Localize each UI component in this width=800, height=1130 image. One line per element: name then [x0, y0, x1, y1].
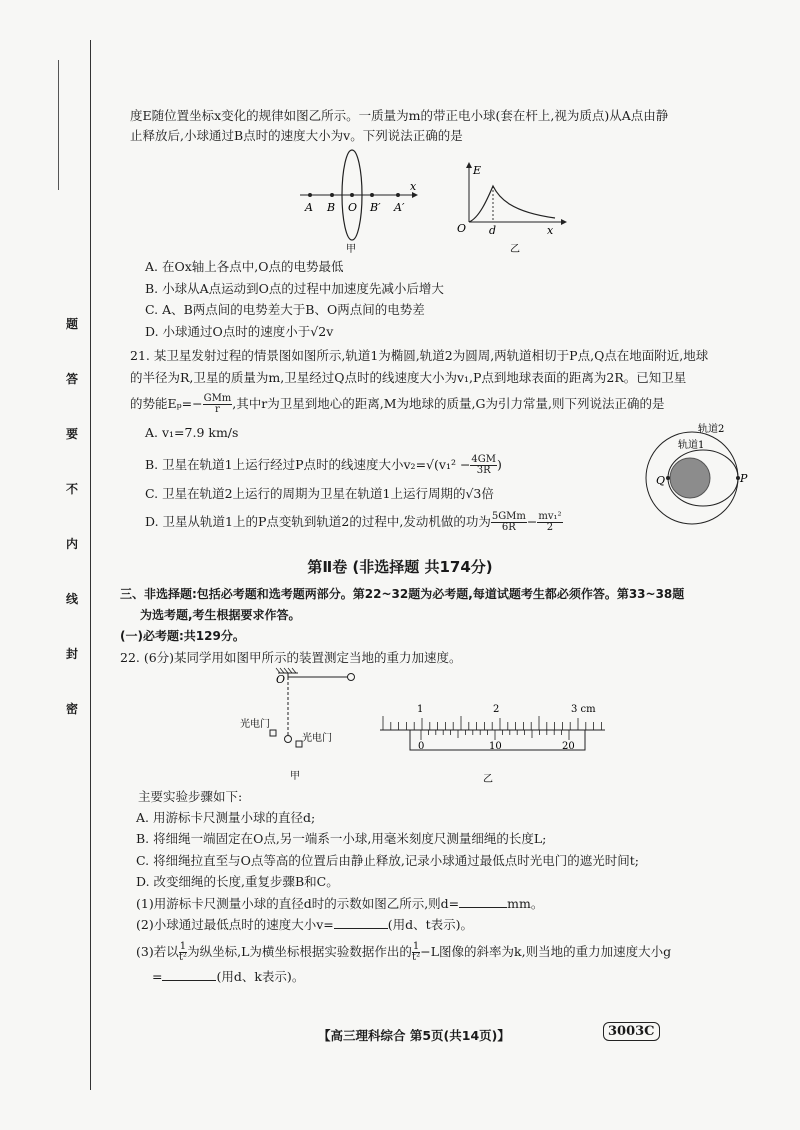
vernier-label-0: 0	[418, 741, 425, 752]
q22-sub2	[136, 916, 473, 934]
q22-step-b: B. 将细绳一端固定在O点,另一端系一小球,用毫米刻度尺测量细绳的长度L;	[136, 831, 547, 846]
label-e: E	[473, 164, 482, 177]
point-q-dot	[666, 476, 670, 480]
q22-pendulum-figure	[238, 665, 378, 783]
q20-option-d: D. 小球通过O点时的速度小于√2v	[145, 324, 334, 339]
work-fraction-1	[491, 512, 527, 533]
q20-line2: 止释放后,小球通过B点时的速度大小为v。下列说法正确的是	[130, 128, 463, 143]
q21-orbit-figure	[640, 420, 748, 530]
label-o: O	[457, 222, 467, 235]
gate-label-left: 光电门	[240, 719, 270, 730]
q21-line3	[130, 394, 664, 415]
label-o: O	[348, 201, 358, 214]
seal-line-inner	[58, 60, 59, 190]
q21-line3-end: ,其中r为卫星到地心的距离,M为地球的质量,G为引力常量,则下列说法正确的是	[232, 396, 665, 411]
required-section-title: (一)必考题:共129分。	[120, 629, 245, 643]
hatch-mark	[292, 668, 296, 673]
orbit-2-label: 轨道2	[698, 424, 725, 435]
inverse-t-squared-fraction	[412, 942, 420, 963]
seal-char: 题	[65, 317, 78, 331]
q21-option-b-start: B. 卫星在轨道1上运行经过P点时的线速度大小v₂=√(v₁² −	[145, 457, 471, 472]
caption-yi: 乙	[483, 774, 493, 785]
caption-jia: 甲	[290, 771, 300, 782]
q22-sub3-text: (3)若以	[136, 944, 179, 959]
q22-step-a: A. 用游标卡尺测量小球的直径d;	[136, 810, 316, 825]
fraction-numerator: mv₁²	[538, 511, 562, 522]
gate-label-right: 光电门	[302, 733, 332, 744]
vernier-label-20: 20	[562, 741, 575, 752]
answer-blank-v[interactable]	[334, 916, 388, 929]
e-axis-arrow-icon	[466, 162, 472, 168]
label-p: P	[740, 472, 748, 485]
q22-sub3-line2-end: (用d、k表示)。	[216, 969, 305, 984]
q22-sub3-end: −L图像的斜率为k,则当地的重力加速度大小g	[420, 944, 672, 959]
q20-option-c: C. A、B两点间的电势差大于B、O两点间的电势差	[145, 302, 425, 317]
fraction-denominator: t²	[178, 952, 187, 963]
q22-sub1-text: (1)用游标卡尺测量小球的直径d时的示数如图乙所示,则d=	[136, 896, 460, 911]
photogate-left	[270, 730, 276, 736]
fraction-denominator: r	[215, 404, 220, 415]
label-b: B	[327, 201, 336, 214]
main-label-1: 1	[417, 704, 424, 715]
point-b-dot	[330, 193, 334, 197]
fraction-denominator: 6R	[501, 522, 516, 533]
page-footer: 【高三理科综合 第5页(共14页)】	[318, 1028, 510, 1043]
point-o-dot	[350, 193, 354, 197]
caption-jia: 甲	[346, 244, 356, 255]
point-b-prime-dot	[370, 193, 374, 197]
seal-char: 内	[65, 537, 78, 551]
fraction-denominator: 3R	[476, 465, 491, 476]
fraction-numerator: 1	[412, 941, 420, 952]
q20-option-b: B. 小球从A点运动到O点的过程中加速度先减小后增大	[145, 281, 444, 296]
q21-option-d	[145, 512, 563, 533]
main-label-3cm: 3 cm	[571, 704, 596, 715]
q22-sub2-end: (用d、t表示)。	[387, 917, 474, 932]
x-axis-arrow-icon	[561, 219, 567, 225]
q22-sub3-middle: 为纵坐标,L为横坐标根据实验数据作出的	[187, 944, 412, 959]
q21-line3-start: 的势能Eₚ=−	[130, 396, 203, 411]
q21-option-b	[145, 455, 502, 476]
q20-figure-jia	[290, 145, 430, 255]
q22-step-c: C. 将细绳拉直至与O点等高的位置后由静止释放,记录小球通过最低点时光电门的遮光时间t;	[136, 853, 640, 868]
q21-option-d-start: D. 卫星从轨道1上的P点变轨到轨道2的过程中,发动机做的功为	[145, 514, 491, 529]
fraction-denominator: t²	[412, 952, 421, 963]
inverse-t-squared-fraction	[179, 942, 187, 963]
label-q: Q	[656, 474, 666, 487]
label-a: A	[305, 201, 313, 214]
seal-char: 不	[65, 482, 78, 496]
main-label-2: 2	[493, 704, 500, 715]
caption-yi: 乙	[510, 244, 520, 255]
ball-lowest	[285, 736, 292, 743]
seal-char: 线	[65, 592, 78, 606]
label-d: d	[489, 224, 497, 237]
label-a-prime: A′	[394, 201, 405, 214]
fraction-numerator: 5GMm	[491, 511, 526, 522]
fraction-numerator: 1	[179, 941, 187, 952]
q22-sub2-text: (2)小球通过最低点时的速度大小v=	[136, 917, 334, 932]
answer-blank-d[interactable]	[459, 895, 507, 908]
seal-char: 密	[65, 702, 78, 716]
seal-char: 封	[65, 647, 78, 661]
q22-vernier-figure	[375, 700, 615, 790]
label-o: O	[276, 673, 286, 686]
label-x: x	[547, 224, 554, 237]
minus-sign: −	[526, 514, 538, 529]
e-field-curve	[469, 186, 555, 222]
q22-sub3	[136, 942, 671, 963]
point-a-dot	[308, 193, 312, 197]
q22-steps-title: 主要实验步骤如下:	[138, 789, 243, 804]
label-x: x	[410, 180, 417, 193]
section-2-intro-line2: 为选考题,考生根据要求作答。	[140, 608, 301, 622]
q20-line1: 度E随位置坐标x变化的规律如图乙所示。一质量为m的带正电小球(套在杆上,视为质点)从A点由静	[130, 108, 669, 123]
vernier-scale-ticks	[421, 730, 569, 740]
potential-fraction	[203, 394, 233, 415]
speed-fraction	[470, 455, 497, 476]
q22-sub1	[136, 895, 543, 913]
fraction-denominator: 2	[546, 522, 554, 533]
q22-sub3-line2	[152, 968, 304, 986]
work-fraction-2	[537, 512, 562, 533]
hatch-mark	[288, 668, 292, 673]
q21-option-c: C. 卫星在轨道2上运行的周期为卫星在轨道1上运行周期的√3倍	[145, 486, 494, 501]
answer-blank-g[interactable]	[162, 968, 216, 981]
seal-char: 答	[65, 372, 78, 386]
q20-option-a: A. 在Ox轴上各点中,O点的电势最低	[145, 259, 344, 274]
q22-step-d: D. 改变细绳的长度,重复步骤B和C。	[136, 874, 339, 889]
label-b-prime: B′	[370, 201, 381, 214]
equals-sign: =	[152, 969, 163, 984]
fraction-numerator: 4GM	[471, 454, 497, 465]
paper-code-badge: 3003C	[603, 1022, 660, 1041]
q22-sub1-unit: mm。	[507, 896, 544, 911]
q22-title: 22. (6分)某同学用如图甲所示的装置测定当地的重力加速度。	[120, 650, 462, 665]
ball-horizontal	[348, 674, 355, 681]
vernier-label-10: 10	[489, 741, 502, 752]
orbit-1-label: 轨道1	[678, 440, 705, 451]
q21-line2: 的半径为R,卫星的质量为m,卫星经过Q点时的线速度大小为v₁,P点到地球表面的距离为2R。已知卫星	[130, 370, 687, 385]
section-2-intro-line1: 三、非选择题:包括必考题和选考题两部分。第22~32题为必考题,每道试题考生都必须作答。第33~38题	[120, 587, 685, 601]
fraction-numerator: GMm	[203, 393, 232, 404]
q20-figure-yi	[455, 160, 570, 260]
q21-line1: 21. 某卫星发射过程的情景图如图所示,轨道1为椭圆,轨道2为圆周,两轨道相切于P点,Q点在地面附近,地球	[130, 348, 709, 363]
main-scale-ticks	[383, 716, 601, 730]
q21-option-a: A. v₁=7.9 km/s	[145, 425, 239, 440]
earth-circle	[670, 458, 710, 498]
point-a-prime-dot	[396, 193, 400, 197]
seal-char: 要	[65, 427, 78, 441]
q21-option-b-end: )	[497, 457, 502, 472]
section-2-heading: 第Ⅱ卷 (非选择题 共174分)	[307, 558, 493, 576]
